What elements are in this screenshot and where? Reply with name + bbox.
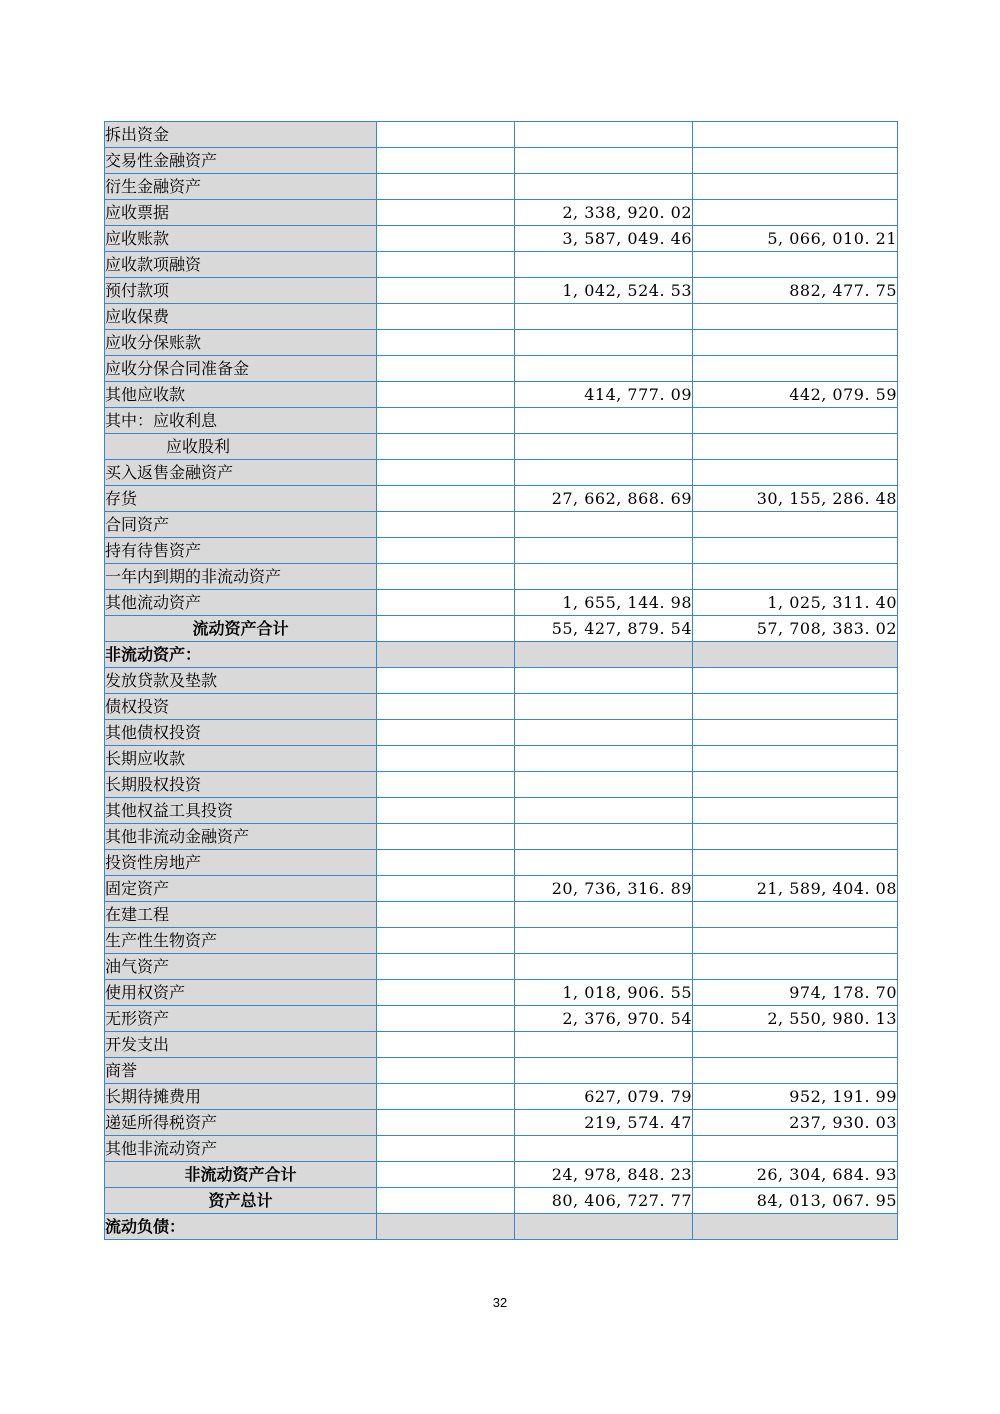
table-row [105, 512, 898, 538]
value-cell-col1 [377, 122, 515, 148]
value-cell-col3: 2, 550, 980. 13 [693, 1006, 898, 1032]
value-cell-col1 [377, 616, 515, 642]
row-label: 在建工程 [105, 902, 377, 928]
row-label: 其他非流动金融资产 [105, 824, 377, 850]
value-cell-col2 [515, 1214, 693, 1240]
value-cell-col1 [377, 148, 515, 174]
row-label: 应收票据 [105, 200, 377, 226]
section-header-row [105, 1214, 898, 1240]
table-row [105, 330, 898, 356]
page-number: 32 [492, 1295, 508, 1310]
value-cell-col3 [693, 668, 898, 694]
row-label: 商誉 [105, 1058, 377, 1084]
value-cell-col1 [377, 200, 515, 226]
value-cell-col1 [377, 226, 515, 252]
value-cell-col2: 55, 427, 879. 54 [515, 616, 693, 642]
value-cell-col3 [693, 642, 898, 668]
value-cell-col3 [693, 1058, 898, 1084]
value-cell-col3 [693, 252, 898, 278]
value-cell-col3 [693, 434, 898, 460]
row-label: 应收账款 [105, 226, 377, 252]
value-cell-col3 [693, 746, 898, 772]
value-cell-col2 [515, 720, 693, 746]
row-label: 长期待摊费用 [105, 1084, 377, 1110]
table-row [105, 538, 898, 564]
subtotal-row [105, 1162, 898, 1188]
subtotal-row [105, 1188, 898, 1214]
value-cell-col3: 21, 589, 404. 08 [693, 876, 898, 902]
table-row [105, 226, 898, 252]
value-cell-col2: 24, 978, 848. 23 [515, 1162, 693, 1188]
table-row [105, 798, 898, 824]
value-cell-col2 [515, 304, 693, 330]
value-cell-col3 [693, 902, 898, 928]
row-label: 流动资产合计 [105, 616, 377, 642]
value-cell-col1 [377, 1188, 515, 1214]
value-cell-col1 [377, 1214, 515, 1240]
row-label: 持有待售资产 [105, 538, 377, 564]
value-cell-col1 [377, 382, 515, 408]
value-cell-col3 [693, 1214, 898, 1240]
balance-sheet-body [105, 122, 898, 1240]
value-cell-col1 [377, 902, 515, 928]
value-cell-col2 [515, 824, 693, 850]
table-row [105, 876, 898, 902]
row-label: 其中：应收利息 [105, 408, 377, 434]
value-cell-col3 [693, 954, 898, 980]
value-cell-col3 [693, 512, 898, 538]
value-cell-col2: 1, 042, 524. 53 [515, 278, 693, 304]
row-label: 拆出资金 [105, 122, 377, 148]
row-label: 固定资产 [105, 876, 377, 902]
value-cell-col1 [377, 356, 515, 382]
value-cell-col3 [693, 200, 898, 226]
value-cell-col1 [377, 720, 515, 746]
table-row [105, 122, 898, 148]
table-row [105, 746, 898, 772]
value-cell-col1 [377, 538, 515, 564]
row-label: 一年内到期的非流动资产 [105, 564, 377, 590]
value-cell-col2: 3, 587, 049. 46 [515, 226, 693, 252]
row-label: 非流动资产合计 [105, 1162, 377, 1188]
row-label: 使用权资产 [105, 980, 377, 1006]
value-cell-col2: 414, 777. 09 [515, 382, 693, 408]
value-cell-col2 [515, 928, 693, 954]
value-cell-col1 [377, 408, 515, 434]
table-row [105, 564, 898, 590]
table-row [105, 1006, 898, 1032]
row-label: 其他债权投资 [105, 720, 377, 746]
row-label: 债权投资 [105, 694, 377, 720]
value-cell-col1 [377, 564, 515, 590]
value-cell-col1 [377, 434, 515, 460]
value-cell-col3: 237, 930. 03 [693, 1110, 898, 1136]
value-cell-col2 [515, 122, 693, 148]
value-cell-col1 [377, 330, 515, 356]
row-label: 开发支出 [105, 1032, 377, 1058]
value-cell-col3: 5, 066, 010. 21 [693, 226, 898, 252]
value-cell-col2 [515, 174, 693, 200]
value-cell-col3 [693, 564, 898, 590]
table-row [105, 200, 898, 226]
value-cell-col1 [377, 278, 515, 304]
value-cell-col3 [693, 798, 898, 824]
value-cell-col2 [515, 1136, 693, 1162]
value-cell-col1 [377, 954, 515, 980]
row-label: 长期股权投资 [105, 772, 377, 798]
value-cell-col3 [693, 148, 898, 174]
value-cell-col1 [377, 694, 515, 720]
row-label: 生产性生物资产 [105, 928, 377, 954]
table-row [105, 174, 898, 200]
value-cell-col2: 20, 736, 316. 89 [515, 876, 693, 902]
value-cell-col2 [515, 1032, 693, 1058]
value-cell-col1 [377, 980, 515, 1006]
row-label: 发放贷款及垫款 [105, 668, 377, 694]
row-label: 应收款项融资 [105, 252, 377, 278]
value-cell-col2: 627, 079. 79 [515, 1084, 693, 1110]
value-cell-col3: 442, 079. 59 [693, 382, 898, 408]
value-cell-col2: 219, 574. 47 [515, 1110, 693, 1136]
value-cell-col2 [515, 408, 693, 434]
table-row [105, 434, 898, 460]
value-cell-col2 [515, 902, 693, 928]
value-cell-col2 [515, 564, 693, 590]
value-cell-col1 [377, 1058, 515, 1084]
row-label: 应收股利 [105, 434, 377, 460]
table-row [105, 304, 898, 330]
subtotal-row [105, 616, 898, 642]
table-row [105, 460, 898, 486]
row-label: 其他非流动资产 [105, 1136, 377, 1162]
value-cell-col1 [377, 642, 515, 668]
value-cell-col1 [377, 512, 515, 538]
row-label: 无形资产 [105, 1006, 377, 1032]
table-row [105, 720, 898, 746]
table-row [105, 668, 898, 694]
value-cell-col2 [515, 434, 693, 460]
table-row [105, 252, 898, 278]
value-cell-col2: 2, 376, 970. 54 [515, 1006, 693, 1032]
value-cell-col3 [693, 174, 898, 200]
value-cell-col2 [515, 512, 693, 538]
value-cell-col1 [377, 1162, 515, 1188]
value-cell-col1 [377, 1110, 515, 1136]
value-cell-col2: 1, 655, 144. 98 [515, 590, 693, 616]
row-label: 递延所得税资产 [105, 1110, 377, 1136]
value-cell-col1 [377, 174, 515, 200]
row-label: 衍生金融资产 [105, 174, 377, 200]
value-cell-col3 [693, 460, 898, 486]
value-cell-col3: 26, 304, 684. 93 [693, 1162, 898, 1188]
table-row [105, 382, 898, 408]
value-cell-col3: 882, 477. 75 [693, 278, 898, 304]
value-cell-col3 [693, 356, 898, 382]
value-cell-col3 [693, 928, 898, 954]
value-cell-col1 [377, 928, 515, 954]
row-label: 流动负债： [105, 1214, 377, 1240]
value-cell-col1 [377, 746, 515, 772]
table-row [105, 902, 898, 928]
value-cell-col1 [377, 252, 515, 278]
table-row [105, 928, 898, 954]
value-cell-col2: 2, 338, 920. 02 [515, 200, 693, 226]
table-row [105, 694, 898, 720]
section-header-row [105, 642, 898, 668]
value-cell-col3 [693, 772, 898, 798]
row-label: 合同资产 [105, 512, 377, 538]
value-cell-col1 [377, 850, 515, 876]
value-cell-col2 [515, 460, 693, 486]
value-cell-col2: 27, 662, 868. 69 [515, 486, 693, 512]
balance-sheet-table [104, 121, 898, 1240]
value-cell-col2 [515, 148, 693, 174]
row-label: 投资性房地产 [105, 850, 377, 876]
value-cell-col2 [515, 356, 693, 382]
value-cell-col3 [693, 122, 898, 148]
table-row [105, 980, 898, 1006]
value-cell-col2 [515, 694, 693, 720]
value-cell-col1 [377, 798, 515, 824]
table-row [105, 824, 898, 850]
value-cell-col1 [377, 1136, 515, 1162]
table-row [105, 1084, 898, 1110]
value-cell-col3 [693, 1136, 898, 1162]
row-label: 买入返售金融资产 [105, 460, 377, 486]
value-cell-col2: 80, 406, 727. 77 [515, 1188, 693, 1214]
value-cell-col2 [515, 746, 693, 772]
value-cell-col3: 57, 708, 383. 02 [693, 616, 898, 642]
table-row [105, 850, 898, 876]
table-row [105, 1136, 898, 1162]
table-row [105, 1058, 898, 1084]
table-row [105, 772, 898, 798]
table-row [105, 954, 898, 980]
value-cell-col2 [515, 642, 693, 668]
row-label: 长期应收款 [105, 746, 377, 772]
value-cell-col1 [377, 668, 515, 694]
value-cell-col1 [377, 304, 515, 330]
row-label: 应收分保账款 [105, 330, 377, 356]
value-cell-col3: 84, 013, 067. 95 [693, 1188, 898, 1214]
value-cell-col2 [515, 252, 693, 278]
value-cell-col2 [515, 798, 693, 824]
value-cell-col3: 974, 178. 70 [693, 980, 898, 1006]
value-cell-col3 [693, 824, 898, 850]
value-cell-col2 [515, 330, 693, 356]
value-cell-col1 [377, 772, 515, 798]
value-cell-col3 [693, 720, 898, 746]
row-label: 油气资产 [105, 954, 377, 980]
row-label: 其他权益工具投资 [105, 798, 377, 824]
value-cell-col2 [515, 538, 693, 564]
value-cell-col2 [515, 850, 693, 876]
row-label: 应收分保合同准备金 [105, 356, 377, 382]
value-cell-col1 [377, 824, 515, 850]
table-row [105, 590, 898, 616]
value-cell-col2 [515, 954, 693, 980]
table-row [105, 408, 898, 434]
table-row [105, 356, 898, 382]
value-cell-col2 [515, 668, 693, 694]
table-row [105, 486, 898, 512]
value-cell-col3: 1, 025, 311. 40 [693, 590, 898, 616]
table-row [105, 1110, 898, 1136]
value-cell-col3 [693, 850, 898, 876]
row-label: 交易性金融资产 [105, 148, 377, 174]
value-cell-col3 [693, 408, 898, 434]
value-cell-col1 [377, 460, 515, 486]
row-label: 应收保费 [105, 304, 377, 330]
table-row [105, 278, 898, 304]
value-cell-col3 [693, 304, 898, 330]
row-label: 非流动资产： [105, 642, 377, 668]
row-label: 资产总计 [105, 1188, 377, 1214]
row-label: 其他流动资产 [105, 590, 377, 616]
value-cell-col3 [693, 538, 898, 564]
value-cell-col2 [515, 772, 693, 798]
value-cell-col2: 1, 018, 906. 55 [515, 980, 693, 1006]
value-cell-col3 [693, 1032, 898, 1058]
row-label: 存货 [105, 486, 377, 512]
value-cell-col2 [515, 1058, 693, 1084]
value-cell-col3: 952, 191. 99 [693, 1084, 898, 1110]
value-cell-col1 [377, 1032, 515, 1058]
row-label: 其他应收款 [105, 382, 377, 408]
value-cell-col1 [377, 876, 515, 902]
value-cell-col1 [377, 1084, 515, 1110]
row-label: 预付款项 [105, 278, 377, 304]
value-cell-col1 [377, 1006, 515, 1032]
value-cell-col1 [377, 486, 515, 512]
value-cell-col3: 30, 155, 286. 48 [693, 486, 898, 512]
table-row [105, 1032, 898, 1058]
value-cell-col1 [377, 590, 515, 616]
table-row [105, 148, 898, 174]
value-cell-col3 [693, 694, 898, 720]
value-cell-col3 [693, 330, 898, 356]
